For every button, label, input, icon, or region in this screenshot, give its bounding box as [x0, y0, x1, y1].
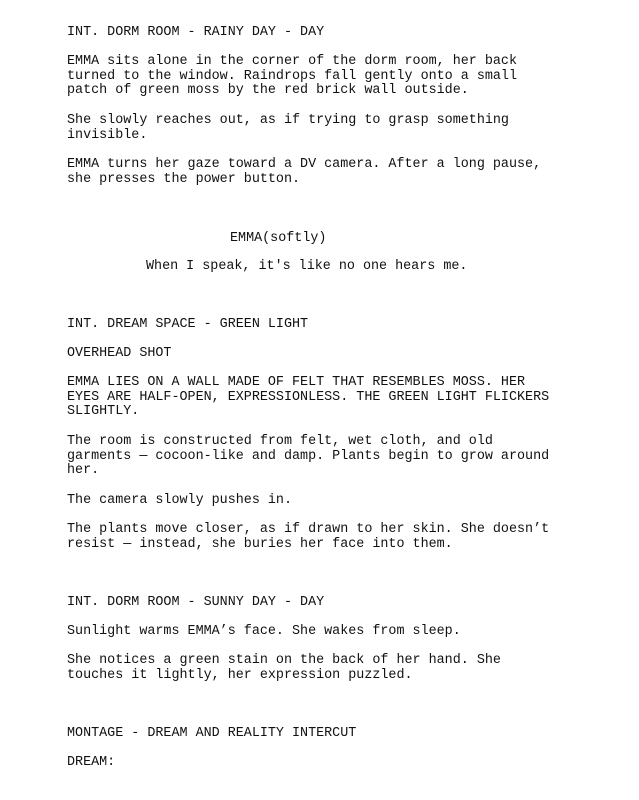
action-paragraph: The plants move closer, as if drawn to her skin. She doesn’t resist — instead, she buries her face into them. [67, 522, 550, 552]
action-paragraph: EMMA turns her gaze toward a DV camera. After a long pause, she presses the power button. [67, 157, 542, 187]
scene-heading: INT. DREAM SPACE - GREEN LIGHT [67, 317, 309, 332]
action-paragraph: Sunlight warms EMMA’s face. She wakes from sleep. [67, 624, 461, 639]
action-paragraph: The camera slowly pushes in. [67, 493, 292, 508]
action-paragraph: She notices a green stain on the back of her hand. She touches it lightly, her expression puzzled. [67, 653, 501, 683]
action-paragraph: EMMA LIES ON A WALL MADE OF FELT THAT RESEMBLES MOSS. HER EYES ARE HALF-OPEN, EXPRESSIONLESS. THE GREEN LIGHT FLICKERS SLIGHTLY. [67, 375, 550, 420]
shot-direction: OVERHEAD SHOT [67, 346, 172, 361]
montage-heading: MONTAGE - DREAM AND REALITY INTERCUT [67, 726, 357, 741]
montage-label: DREAM: [67, 755, 116, 770]
scene-heading: INT. DORM ROOM - RAINY DAY - DAY [67, 25, 325, 40]
dialogue-line: When I speak, it's like no one hears me. [146, 259, 468, 274]
action-paragraph: She slowly reaches out, as if trying to grasp something invisible. [67, 113, 509, 143]
scene-heading: INT. DORM ROOM - SUNNY DAY - DAY [67, 595, 325, 610]
action-paragraph: EMMA sits alone in the corner of the dorm room, her back turned to the window. Raindrops fall gently onto a small patch of green moss by the red brick wall outside. [67, 54, 517, 99]
action-paragraph: The room is constructed from felt, wet cloth, and old garments — cocoon-like and damp. Plants begin to grow around her. [67, 434, 550, 479]
character-name: EMMA(softly) [230, 231, 327, 246]
